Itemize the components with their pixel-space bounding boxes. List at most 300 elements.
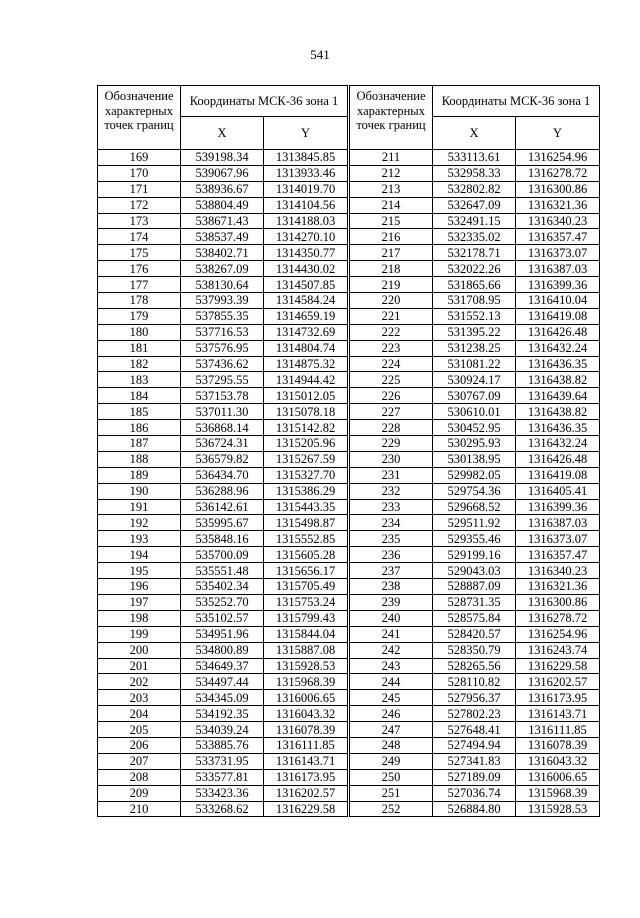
table-row: [98, 499, 348, 515]
x-coordinate-cell: 535848.16: [181, 531, 264, 547]
y-coordinate-cell: 1315968.39: [264, 674, 348, 690]
point-number-cell: 231: [350, 467, 433, 483]
y-coordinate-cell: 1316321.36: [516, 197, 600, 213]
x-coordinate-cell: 529199.16: [433, 547, 516, 563]
x-coordinate-cell: 529355.46: [433, 531, 516, 547]
x-coordinate-cell: 536724.31: [181, 436, 264, 452]
table-row: [350, 245, 600, 261]
y-coordinate-cell: 1315498.87: [264, 515, 348, 531]
table-row: [98, 674, 348, 690]
y-coordinate-cell: 1314188.03: [264, 213, 348, 229]
y-coordinate-cell: 1315443.35: [264, 499, 348, 515]
x-coordinate-cell: 537295.55: [181, 372, 264, 388]
point-number-cell: 175: [98, 245, 181, 261]
table-row: [350, 404, 600, 420]
y-coordinate-cell: 1314019.70: [264, 181, 348, 197]
table-row: [350, 467, 600, 483]
x-coordinate-cell: 534951.96: [181, 626, 264, 642]
table-row: [98, 372, 348, 388]
x-coordinate-cell: 528887.09: [433, 579, 516, 595]
y-coordinate-cell: 1316173.95: [264, 769, 348, 785]
x-coordinate-cell: 528265.56: [433, 658, 516, 674]
y-coordinate-cell: 1316229.58: [516, 658, 600, 674]
point-number-cell: 202: [98, 674, 181, 690]
table-row: [98, 626, 348, 642]
y-coordinate-cell: 1316419.08: [516, 308, 600, 324]
x-coordinate-cell: 529043.03: [433, 563, 516, 579]
y-coordinate-cell: 1316111.85: [264, 737, 348, 753]
x-coordinate-cell: 532958.33: [433, 165, 516, 181]
table-row: [98, 388, 348, 404]
table-row: [350, 722, 600, 738]
table-row: [350, 356, 600, 372]
point-number-cell: 250: [350, 769, 433, 785]
x-coordinate-cell: 532647.09: [433, 197, 516, 213]
left-table-body: [98, 86, 348, 817]
x-coordinate-cell: 534345.09: [181, 690, 264, 706]
y-coordinate-cell: 1316229.58: [264, 801, 348, 817]
point-number-cell: 249: [350, 753, 433, 769]
y-coordinate-cell: 1316243.74: [516, 642, 600, 658]
table-row: [350, 753, 600, 769]
y-coordinate-cell: 1316410.04: [516, 293, 600, 309]
point-number-cell: 203: [98, 690, 181, 706]
table-row: [350, 674, 600, 690]
point-number-cell: 218: [350, 261, 433, 277]
y-coordinate-cell: 1314804.74: [264, 340, 348, 356]
y-coordinate-cell: 1316373.07: [516, 245, 600, 261]
table-row: [98, 515, 348, 531]
y-coordinate-cell: 1315928.53: [264, 658, 348, 674]
point-number-cell: 194: [98, 547, 181, 563]
table-row: [98, 277, 348, 293]
x-coordinate-cell: 527341.83: [433, 753, 516, 769]
table-row: [98, 467, 348, 483]
point-number-cell: 182: [98, 356, 181, 372]
table-row: [98, 340, 348, 356]
x-coordinate-cell: 527494.94: [433, 737, 516, 753]
y-coordinate-cell: 1315968.39: [516, 785, 600, 801]
x-coordinate-cell: 531865.66: [433, 277, 516, 293]
x-coordinate-cell: 536868.14: [181, 420, 264, 436]
table-row: [98, 404, 348, 420]
x-coordinate-cell: 534192.35: [181, 706, 264, 722]
y-coordinate-cell: 1316438.82: [516, 372, 600, 388]
table-row: [350, 499, 600, 515]
x-coordinate-cell: 534800.89: [181, 642, 264, 658]
y-coordinate-cell: 1316438.82: [516, 404, 600, 420]
y-coordinate-cell: 1316321.36: [516, 579, 600, 595]
point-number-cell: 229: [350, 436, 433, 452]
y-coordinate-cell: 1315844.04: [264, 626, 348, 642]
x-coordinate-cell: 530924.17: [433, 372, 516, 388]
table-row: [98, 563, 348, 579]
y-coordinate-cell: 1314104.56: [264, 197, 348, 213]
table-row: [350, 769, 600, 785]
x-coordinate-cell: 539198.34: [181, 150, 264, 166]
point-number-cell: 183: [98, 372, 181, 388]
y-coordinate-cell: 1316357.47: [516, 229, 600, 245]
x-coordinate-cell: 535551.48: [181, 563, 264, 579]
table-row: [350, 785, 600, 801]
y-header: Y: [516, 117, 600, 150]
table-row: [98, 579, 348, 595]
y-coordinate-cell: 1316202.57: [516, 674, 600, 690]
y-coordinate-cell: 1316426.48: [516, 451, 600, 467]
point-number-cell: 245: [350, 690, 433, 706]
table-row: [350, 213, 600, 229]
table-row: [98, 706, 348, 722]
point-number-cell: 230: [350, 451, 433, 467]
table-row: [98, 769, 348, 785]
x-coordinate-cell: 530295.93: [433, 436, 516, 452]
y-coordinate-cell: 1315552.85: [264, 531, 348, 547]
y-coordinate-cell: 1314507.85: [264, 277, 348, 293]
table-row: [98, 293, 348, 309]
x-coordinate-cell: 530138.95: [433, 451, 516, 467]
table-row: [350, 340, 600, 356]
y-coordinate-cell: 1313845.85: [264, 150, 348, 166]
y-coordinate-cell: 1315753.24: [264, 594, 348, 610]
point-number-cell: 171: [98, 181, 181, 197]
table-row: [98, 642, 348, 658]
table-row: [350, 181, 600, 197]
point-number-cell: 197: [98, 594, 181, 610]
table-row: [350, 420, 600, 436]
table-row: [350, 594, 600, 610]
table-row: [98, 181, 348, 197]
y-coordinate-cell: 1316143.71: [516, 706, 600, 722]
x-coordinate-cell: 527956.37: [433, 690, 516, 706]
table-row: [350, 515, 600, 531]
x-coordinate-cell: 538671.43: [181, 213, 264, 229]
point-number-cell: 200: [98, 642, 181, 658]
y-coordinate-cell: 1316278.72: [516, 165, 600, 181]
y-coordinate-cell: 1314944.42: [264, 372, 348, 388]
table-row: [98, 420, 348, 436]
point-number-cell: 187: [98, 436, 181, 452]
table-row: [98, 547, 348, 563]
point-number-cell: 186: [98, 420, 181, 436]
table-row: [350, 610, 600, 626]
point-number-cell: 251: [350, 785, 433, 801]
table-row: [350, 388, 600, 404]
x-coordinate-cell: 538804.49: [181, 197, 264, 213]
point-number-cell: 191: [98, 499, 181, 515]
table-row: [350, 277, 600, 293]
y-coordinate-cell: 1316006.65: [264, 690, 348, 706]
point-number-cell: 188: [98, 451, 181, 467]
x-coordinate-cell: 535252.70: [181, 594, 264, 610]
y-coordinate-cell: 1316357.47: [516, 547, 600, 563]
y-coordinate-cell: 1314659.19: [264, 308, 348, 324]
table-row: [350, 642, 600, 658]
x-coordinate-cell: 535102.57: [181, 610, 264, 626]
table-row: [350, 324, 600, 340]
table-row: [98, 197, 348, 213]
point-number-cell: 216: [350, 229, 433, 245]
y-coordinate-cell: 1316399.36: [516, 277, 600, 293]
y-coordinate-cell: 1316254.96: [516, 626, 600, 642]
point-number-cell: 181: [98, 340, 181, 356]
point-number-cell: 243: [350, 658, 433, 674]
point-number-cell: 236: [350, 547, 433, 563]
y-coordinate-cell: 1316278.72: [516, 610, 600, 626]
table-row: [98, 483, 348, 499]
y-coordinate-cell: 1315142.82: [264, 420, 348, 436]
x-coordinate-cell: 530767.09: [433, 388, 516, 404]
y-coordinate-cell: 1316254.96: [516, 150, 600, 166]
table-row: [350, 531, 600, 547]
point-number-cell: 206: [98, 737, 181, 753]
y-coordinate-cell: 1316436.35: [516, 356, 600, 372]
table-row: [98, 261, 348, 277]
table-row: [350, 547, 600, 563]
table-row: [350, 372, 600, 388]
x-coordinate-cell: 527648.41: [433, 722, 516, 738]
y-coordinate-cell: 1315205.96: [264, 436, 348, 452]
y-coordinate-cell: 1316078.39: [264, 722, 348, 738]
x-coordinate-cell: 533268.62: [181, 801, 264, 817]
x-coordinate-cell: 526884.80: [433, 801, 516, 817]
y-coordinate-cell: 1315656.17: [264, 563, 348, 579]
point-number-cell: 205: [98, 722, 181, 738]
x-coordinate-cell: 539067.96: [181, 165, 264, 181]
table-row: [350, 293, 600, 309]
point-number-cell: 220: [350, 293, 433, 309]
x-coordinate-cell: 536288.96: [181, 483, 264, 499]
table-row: [350, 483, 600, 499]
point-number-cell: 190: [98, 483, 181, 499]
table-row: [350, 261, 600, 277]
y-coordinate-cell: 1316006.65: [516, 769, 600, 785]
point-number-cell: 179: [98, 308, 181, 324]
point-number-cell: 235: [350, 531, 433, 547]
table-row: [350, 150, 600, 166]
y-coordinate-cell: 1315887.08: [264, 642, 348, 658]
x-coordinate-cell: 532802.82: [433, 181, 516, 197]
x-coordinate-cell: 534649.37: [181, 658, 264, 674]
y-coordinate-cell: 1316387.03: [516, 261, 600, 277]
x-coordinate-cell: 537993.39: [181, 293, 264, 309]
point-number-cell: 169: [98, 150, 181, 166]
y-header: Y: [264, 117, 348, 150]
table-row: [98, 245, 348, 261]
point-number-cell: 233: [350, 499, 433, 515]
table-row: [98, 785, 348, 801]
y-coordinate-cell: 1316399.36: [516, 499, 600, 515]
x-coordinate-cell: 531238.25: [433, 340, 516, 356]
y-coordinate-cell: 1316300.86: [516, 594, 600, 610]
point-number-cell: 219: [350, 277, 433, 293]
table-row: [98, 229, 348, 245]
x-coordinate-cell: 535995.67: [181, 515, 264, 531]
x-coordinate-cell: 536579.82: [181, 451, 264, 467]
y-coordinate-cell: 1316432.24: [516, 436, 600, 452]
x-coordinate-cell: 532335.02: [433, 229, 516, 245]
y-coordinate-cell: 1316340.23: [516, 563, 600, 579]
right-table-body: [350, 86, 600, 817]
table-row: [98, 722, 348, 738]
y-coordinate-cell: 1316143.71: [264, 753, 348, 769]
x-coordinate-cell: 528575.84: [433, 610, 516, 626]
point-number-cell: 170: [98, 165, 181, 181]
point-number-cell: 195: [98, 563, 181, 579]
point-number-cell: 173: [98, 213, 181, 229]
x-coordinate-cell: 529982.05: [433, 467, 516, 483]
y-coordinate-cell: 1316043.32: [264, 706, 348, 722]
point-number-cell: 198: [98, 610, 181, 626]
table-row: [350, 165, 600, 181]
y-coordinate-cell: 1315267.59: [264, 451, 348, 467]
y-coordinate-cell: 1315386.29: [264, 483, 348, 499]
point-label-header: Обозначение характерных точек границ: [350, 86, 433, 150]
x-coordinate-cell: 532491.15: [433, 213, 516, 229]
table-row: [98, 213, 348, 229]
point-number-cell: 193: [98, 531, 181, 547]
y-coordinate-cell: 1316432.24: [516, 340, 600, 356]
x-header: X: [181, 117, 264, 150]
point-number-cell: 239: [350, 594, 433, 610]
table-row: [98, 308, 348, 324]
y-coordinate-cell: 1316111.85: [516, 722, 600, 738]
table-row: [98, 658, 348, 674]
x-coordinate-cell: 537153.78: [181, 388, 264, 404]
table-row: [98, 753, 348, 769]
y-coordinate-cell: 1316202.57: [264, 785, 348, 801]
x-coordinate-cell: 528731.35: [433, 594, 516, 610]
point-number-cell: 204: [98, 706, 181, 722]
y-coordinate-cell: 1315605.28: [264, 547, 348, 563]
x-coordinate-cell: 531081.22: [433, 356, 516, 372]
point-number-cell: 207: [98, 753, 181, 769]
x-coordinate-cell: 528110.82: [433, 674, 516, 690]
point-number-cell: 199: [98, 626, 181, 642]
x-coordinate-cell: 533423.36: [181, 785, 264, 801]
x-coordinate-cell: 534039.24: [181, 722, 264, 738]
point-number-cell: 184: [98, 388, 181, 404]
point-number-cell: 244: [350, 674, 433, 690]
x-coordinate-cell: 532022.26: [433, 261, 516, 277]
x-coordinate-cell: 529754.36: [433, 483, 516, 499]
x-coordinate-cell: 532178.71: [433, 245, 516, 261]
point-number-cell: 189: [98, 467, 181, 483]
point-number-cell: 237: [350, 563, 433, 579]
coordinates-table-left: [97, 85, 348, 817]
x-coordinate-cell: 536142.61: [181, 499, 264, 515]
y-coordinate-cell: 1314430.02: [264, 261, 348, 277]
point-number-cell: 217: [350, 245, 433, 261]
point-number-cell: 228: [350, 420, 433, 436]
page-number: 541: [310, 47, 330, 62]
x-coordinate-cell: 533885.76: [181, 737, 264, 753]
table-row: [98, 610, 348, 626]
table-row: [350, 229, 600, 245]
point-number-cell: 192: [98, 515, 181, 531]
table-row: [98, 531, 348, 547]
y-coordinate-cell: 1316300.86: [516, 181, 600, 197]
y-coordinate-cell: 1316043.32: [516, 753, 600, 769]
table-row: [350, 197, 600, 213]
x-coordinate-cell: 530610.01: [433, 404, 516, 420]
table-row: [98, 594, 348, 610]
point-number-cell: 247: [350, 722, 433, 738]
y-coordinate-cell: 1315327.70: [264, 467, 348, 483]
x-coordinate-cell: 538936.67: [181, 181, 264, 197]
table-row: [350, 737, 600, 753]
x-coordinate-cell: 537576.95: [181, 340, 264, 356]
table-row: [98, 356, 348, 372]
y-coordinate-cell: 1316373.07: [516, 531, 600, 547]
point-number-cell: 180: [98, 324, 181, 340]
y-coordinate-cell: 1315799.43: [264, 610, 348, 626]
y-coordinate-cell: 1316405.41: [516, 483, 600, 499]
point-number-cell: 227: [350, 404, 433, 420]
table-row: [98, 451, 348, 467]
x-coordinate-cell: 533113.61: [433, 150, 516, 166]
table-row: [350, 451, 600, 467]
x-coordinate-cell: 534497.44: [181, 674, 264, 690]
point-number-cell: 222: [350, 324, 433, 340]
x-coordinate-cell: 527189.09: [433, 769, 516, 785]
point-number-cell: 212: [350, 165, 433, 181]
y-coordinate-cell: 1316387.03: [516, 515, 600, 531]
y-coordinate-cell: 1314270.10: [264, 229, 348, 245]
table-row: [350, 626, 600, 642]
coords-group-header: Координаты МСК-36 зона 1: [181, 86, 348, 117]
table-row: [350, 658, 600, 674]
point-number-cell: 242: [350, 642, 433, 658]
x-coordinate-cell: 537436.62: [181, 356, 264, 372]
x-coordinate-cell: 530452.95: [433, 420, 516, 436]
table-row: [350, 436, 600, 452]
x-coordinate-cell: 535700.09: [181, 547, 264, 563]
y-coordinate-cell: 1314875.32: [264, 356, 348, 372]
x-coordinate-cell: 528420.57: [433, 626, 516, 642]
point-number-cell: 252: [350, 801, 433, 817]
point-number-cell: 210: [98, 801, 181, 817]
table-row: [98, 165, 348, 181]
x-coordinate-cell: 538130.64: [181, 277, 264, 293]
coords-group-header: Координаты МСК-36 зона 1: [433, 86, 600, 117]
point-number-cell: 174: [98, 229, 181, 245]
point-number-cell: 201: [98, 658, 181, 674]
point-number-cell: 213: [350, 181, 433, 197]
table-row: [98, 150, 348, 166]
point-number-cell: 225: [350, 372, 433, 388]
x-coordinate-cell: 527036.74: [433, 785, 516, 801]
y-coordinate-cell: 1314584.24: [264, 293, 348, 309]
y-coordinate-cell: 1315012.05: [264, 388, 348, 404]
y-coordinate-cell: 1313933.46: [264, 165, 348, 181]
point-number-cell: 178: [98, 293, 181, 309]
x-coordinate-cell: 537716.53: [181, 324, 264, 340]
y-coordinate-cell: 1315078.18: [264, 404, 348, 420]
point-number-cell: 223: [350, 340, 433, 356]
x-coordinate-cell: 531552.13: [433, 308, 516, 324]
y-coordinate-cell: 1314350.77: [264, 245, 348, 261]
point-number-cell: 246: [350, 706, 433, 722]
x-coordinate-cell: 537855.35: [181, 308, 264, 324]
x-coordinate-cell: 538267.09: [181, 261, 264, 277]
point-number-cell: 248: [350, 737, 433, 753]
point-number-cell: 234: [350, 515, 433, 531]
x-coordinate-cell: 531708.95: [433, 293, 516, 309]
coordinates-table-right: [349, 85, 600, 817]
x-coordinate-cell: 538402.71: [181, 245, 264, 261]
point-number-cell: 208: [98, 769, 181, 785]
table-row: [98, 737, 348, 753]
